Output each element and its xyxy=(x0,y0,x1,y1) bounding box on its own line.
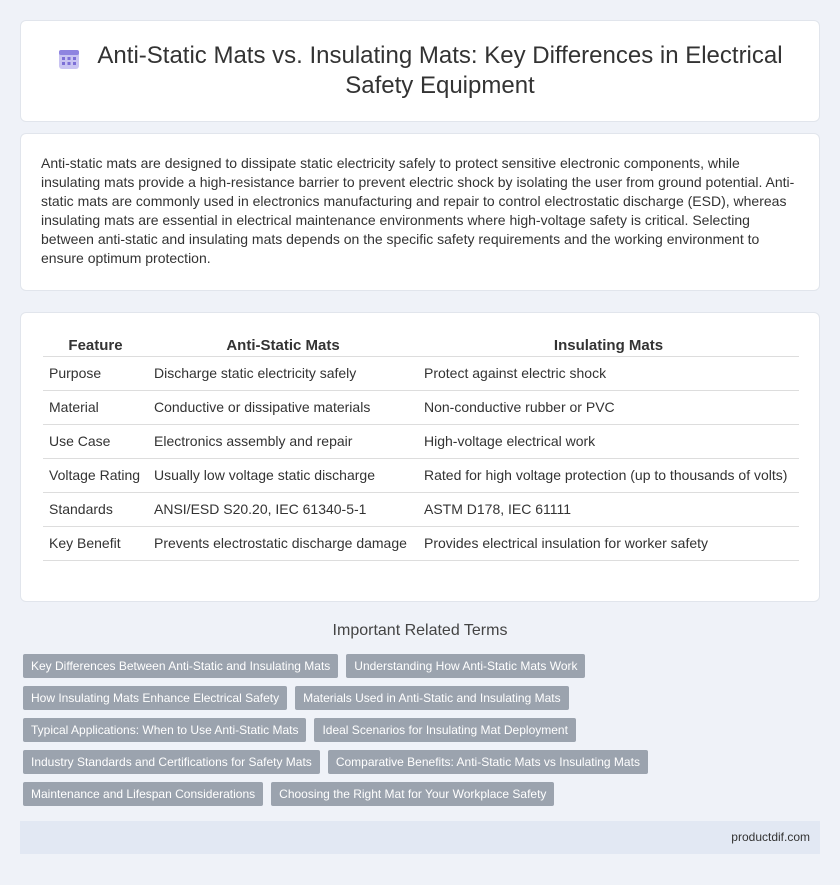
related-terms-list xyxy=(23,654,823,814)
tag-row xyxy=(23,686,823,710)
cell-feature: Key Benefit xyxy=(43,527,148,561)
cell-anti-static: Conductive or dissipative materials xyxy=(148,391,418,425)
table-row xyxy=(43,425,799,459)
table-row xyxy=(43,391,799,425)
header-card xyxy=(20,20,820,122)
cell-feature: Voltage Rating xyxy=(43,459,148,493)
cell-anti-static: ANSI/ESD S20.20, IEC 61340-5-1 xyxy=(148,493,418,527)
cell-insulating: Non-conductive rubber or PVC xyxy=(418,391,799,425)
table-row xyxy=(43,493,799,527)
related-terms-title: Important Related Terms xyxy=(332,622,508,639)
related-term-tag[interactable]: Understanding How Anti-Static Mats Work xyxy=(346,654,585,678)
cell-insulating: ASTM D178, IEC 61111 xyxy=(418,493,799,527)
cell-feature: Use Case xyxy=(43,425,148,459)
table-row xyxy=(43,357,799,391)
cell-insulating: Rated for high voltage protection (up to thousands of volts) xyxy=(418,459,799,493)
related-term-tag[interactable]: Key Differences Between Anti-Static and Insulating Mats xyxy=(23,654,338,678)
header-insulating: Insulating Mats xyxy=(418,333,799,357)
related-term-tag[interactable]: Choosing the Right Mat for Your Workplace Safety xyxy=(271,782,554,806)
related-term-tag[interactable]: Comparative Benefits: Anti-Static Mats vs Insulating Mats xyxy=(328,750,648,774)
cell-anti-static: Electronics assembly and repair xyxy=(148,425,418,459)
header-feature: Feature xyxy=(43,333,148,357)
intro-card xyxy=(20,133,820,291)
tag-row xyxy=(23,782,823,806)
related-term-tag[interactable]: Ideal Scenarios for Insulating Mat Deployment xyxy=(314,718,575,742)
table-header-row xyxy=(43,333,799,357)
comparison-table xyxy=(43,333,799,561)
cell-insulating: Provides electrical insulation for worker safety xyxy=(418,527,799,561)
table-row xyxy=(43,527,799,561)
related-term-tag[interactable]: Typical Applications: When to Use Anti-Static Mats xyxy=(23,718,306,742)
tag-row xyxy=(23,654,823,678)
tag-row xyxy=(23,718,823,742)
table-row xyxy=(43,459,799,493)
cell-feature: Standards xyxy=(43,493,148,527)
related-term-tag[interactable]: Materials Used in Anti-Static and Insulating Mats xyxy=(295,686,568,710)
footer xyxy=(20,821,820,854)
related-term-tag[interactable]: Maintenance and Lifespan Considerations xyxy=(23,782,263,806)
intro-paragraph: Anti-static mats are designed to dissipate static electricity safely to protect sensitive electronic components, while insulating mats provide a high-resistance barrier to prevent electric shock by isolating the user from ground potential. Anti-static mats are commonly used in electronics manufacturing and repair to control electrostatic discharge (ESD), whereas insulating mats are essential in electrical maintenance environments where high-voltage safety is critical. Selecting between anti-static and insulating mats depends on the specific safety requirements and the working environment to ensure optimum protection. xyxy=(41,155,795,266)
cell-feature: Material xyxy=(43,391,148,425)
cell-feature: Purpose xyxy=(43,357,148,391)
cell-anti-static: Discharge static electricity safely xyxy=(148,357,418,391)
tag-row xyxy=(23,750,823,774)
related-term-tag[interactable]: How Insulating Mats Enhance Electrical Safety xyxy=(23,686,287,710)
footer-site[interactable]: productdif.com xyxy=(731,830,810,844)
cell-anti-static: Usually low voltage static discharge xyxy=(148,459,418,493)
cell-insulating: High-voltage electrical work xyxy=(418,425,799,459)
cell-anti-static: Prevents electrostatic discharge damage xyxy=(148,527,418,561)
page-title: Anti-Static Mats vs. Insulating Mats: Key Differences in Electrical Safety Equipment xyxy=(97,42,783,99)
cell-insulating: Protect against electric shock xyxy=(418,357,799,391)
related-term-tag[interactable]: Industry Standards and Certifications for Safety Mats xyxy=(23,750,320,774)
header-anti-static: Anti-Static Mats xyxy=(148,333,418,357)
comparison-table-card xyxy=(20,312,820,602)
